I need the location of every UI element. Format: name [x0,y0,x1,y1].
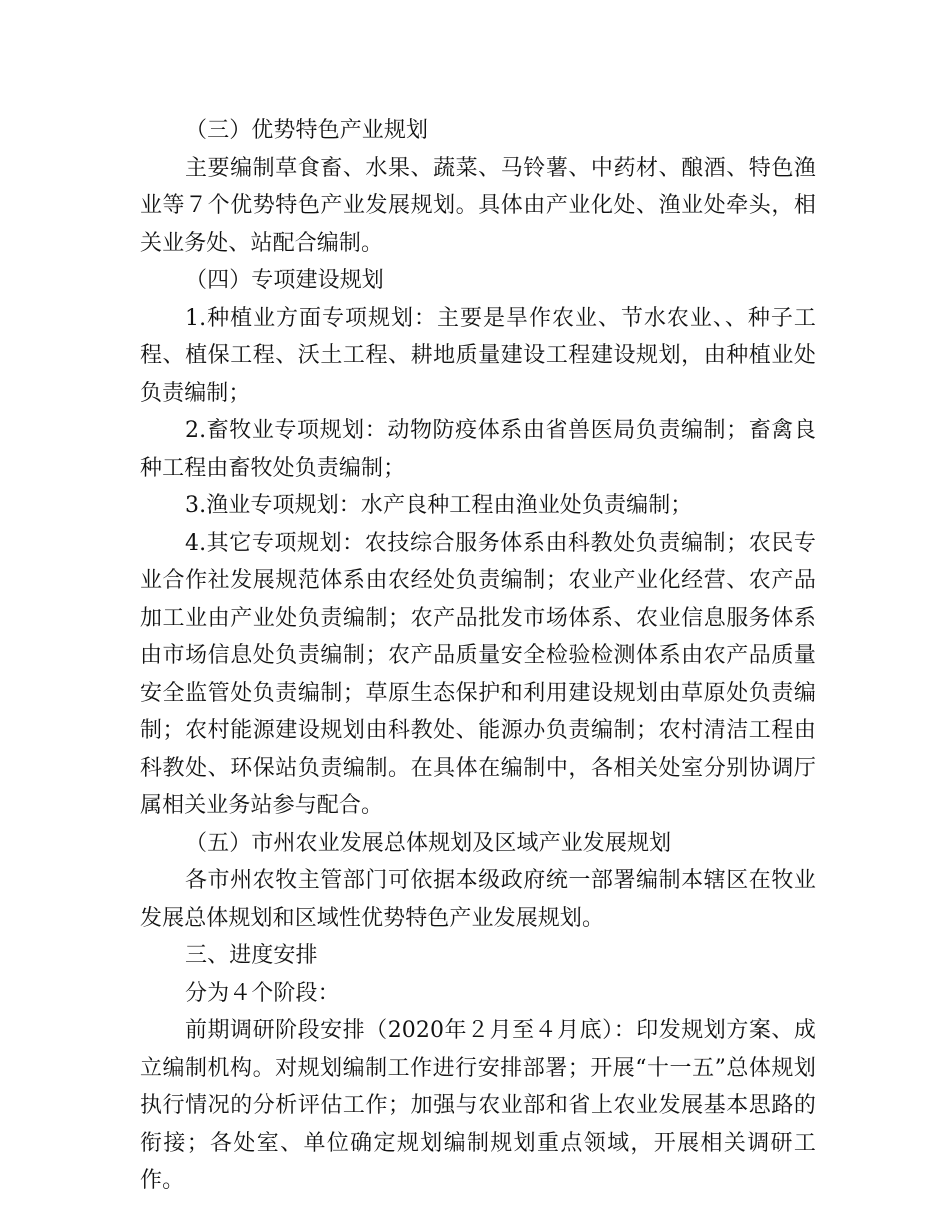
section-heading-schedule: 三、进度安排 [185,943,318,968]
paragraph-livestock-special-planning: 2.畜牧业专项规划：动物防疫体系由省兽医局负责编制；畜禽良种工程由畜牧处负责编制； [140,418,816,481]
paragraph-planting-special-planning: 1.种植业方面专项规划：主要是旱作农业、节水农业、、种子工程、植保工程、沃土工程、耕地质量建设工程建设规划，由种植业处负责编制； [140,305,816,406]
paragraph-four-stages: 分为４个阶段： [185,980,340,1006]
paragraph-fishery-special-planning: 3.渔业专项规划：水产良种工程由渔业处负责编制； [185,493,693,518]
section-heading-special-construction-planning: （四）专项建设规划 [185,268,384,293]
paragraph-preliminary-research-stage: 前期调研阶段安排（2020年２月至４月底）：印发规划方案、成立编制机构。对规划编制工作进行安排部署；开展“十一五”总体规划执行情况的分析评估工作；加强与农业部和省上农业发展基本思路的衔接；各处室、单位确定规划编制规划重点领域，开展相关调研工作。 [140,1018,816,1193]
paragraph-other-special-planning: 4.其它专项规划：农技综合服务体系由科教处负责编制；农民专业合作社发展规范体系由农经处负责编制；农业产业化经营、农产品加工业由产业处负责编制；农产品批发市场体系、农业信息服务体系由市场信息处负责编制；农产品质量安全检验检测体系由农产品质量安全监管处负责编制；草原生态保护和利用建设规划由草原处负责编制；农村能源建设规划由科教处、能源办负责编制；农村清洁工程由科教处、环保站负责编制。在具体在编制中，各相关处室分别协调厅属相关业务站参与配合。 [140,530,816,818]
section-heading-city-prefecture-planning: （五）市州农业发展总体规划及区域产业发展规划 [185,830,672,856]
section-heading-advantage-industry-planning: （三）优势特色产业规划 [185,118,429,143]
paragraph-city-prefecture-planning: 各市州农牧主管部门可依据本级政府统一部署编制本辖区在牧业发展总体规划和区域性优势特色产业发展规划。 [140,868,816,931]
document-page [140,112,816,1200]
paragraph-advantage-industries: 主要编制草食畜、水果、蔬菜、马铃薯、中药材、酿酒、特色渔业等７个优势特色产业发展规划。具体由产业化处、渔业处牵头，相关业务处、站配合编制。 [140,155,816,256]
